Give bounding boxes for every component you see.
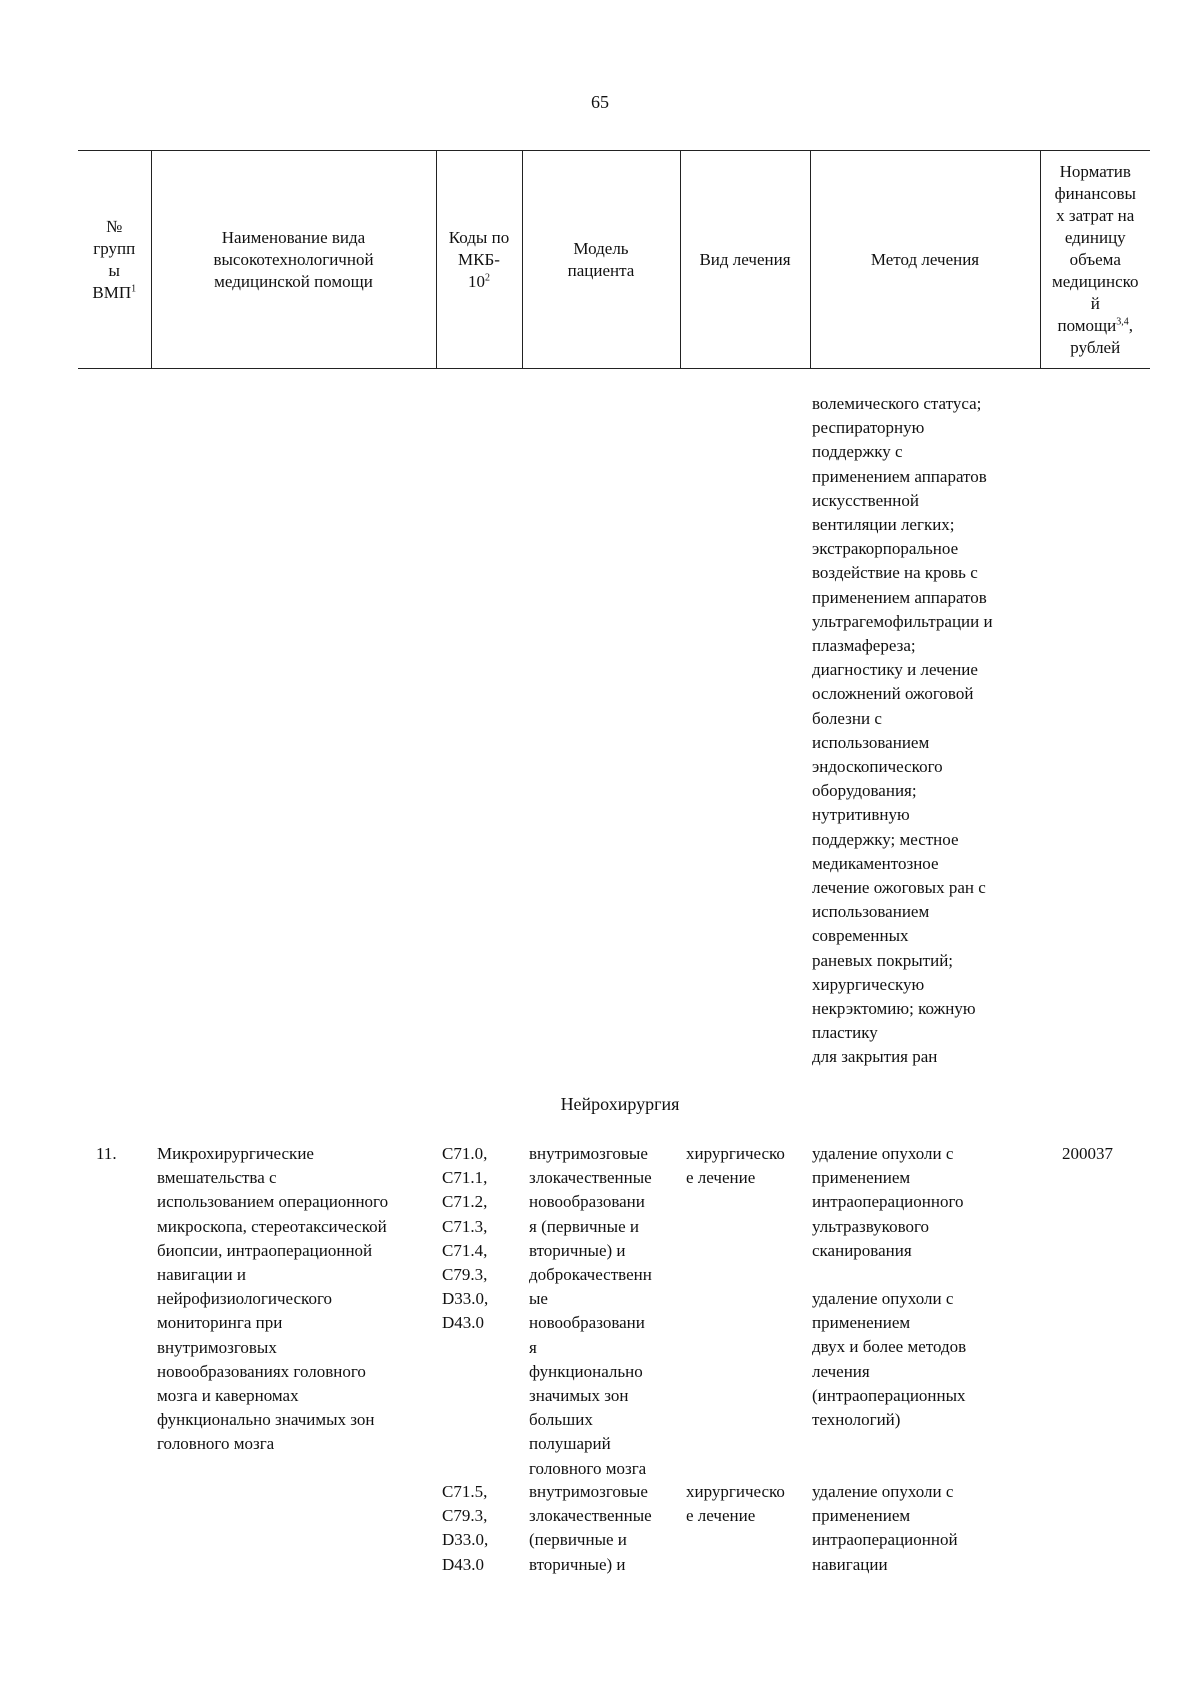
header-cost-norm: Норматив финансовы х затрат на единицу объема медицинско й помощи$^{3,4}$, рублей [1040,151,1150,369]
row-patient-model: внутримозговые злокачественные новообразовани я (первичные и вторичные) и доброкачественн ые новообразовани я функционально значимых зон больших полушарий головного мозга [529,1144,652,1478]
header-treatment-method: Метод лечения [810,151,1040,369]
header-icd-codes: Коды по МКБ- $10^2$ [436,151,522,369]
header-patient-model: Модель пациента [522,151,680,369]
row2-icd-codes: C71.5, C79.3, D33.0, D43.0 [442,1482,489,1574]
row-method-ultrasound: удаление опухоли с применением интраоперационного ультразвукового сканирования [812,1144,964,1260]
header-group-number: № групп ы ВМП$^1$ [78,151,151,369]
header-treatment-type: Вид лечения [680,151,810,369]
row-icd-codes: C71.0, C71.1, C71.2, C71.3, C71.4, C79.3, D33.0, D43.0 [442,1144,489,1333]
continued-method-text: волемического статуса; респираторную поддержку с применением аппаратов искусственной вентиляции легких; экстракорпоральное воздействие на кровь с применением аппаратов ультрагемофильтрации и плазмафереза; диагностику и лечение осложнений ожоговой болезни с использованием эндоскопического оборудования; нутритивную поддержку; местное медикаментозное лечение ожоговых ран с использованием современных раневых покрытий; хирургическую некрэктомию; кожную пластику для закрытия ран [812,394,993,1067]
row-cost-norm: 200037 [1062,1144,1113,1163]
row-method-combined: удаление опухоли с применением двух и более методов лечения (интраоперационных технологий) [812,1289,967,1430]
section-title: Нейрохирургия [560,1094,680,1114]
row2-patient-model: внутримозговые злокачественные (первичные и вторичные) и [529,1482,652,1574]
page-number: 65 [591,92,609,112]
row2-method-navigation: удаление опухоли с применением интраоперационной навигации [812,1482,958,1574]
row-care-name: Микрохирургические вмешательства с использованием операционного микроскопа, стереотаксической биопсии, интраоперационной навигации и нейрофизиологического мониторинга при внутримозговых новообразованиях головного мозга и каверномах функционально значимых зон головного мозга [157,1144,389,1454]
row2-treatment-type: хирургическо е лечение [686,1482,785,1526]
table-header [78,150,1150,369]
row-treatment-type: хирургическо е лечение [686,1144,785,1188]
row-number: 11. [96,1144,117,1163]
header-care-name: Наименование вида высокотехнологичной медицинской помощи [151,151,436,369]
